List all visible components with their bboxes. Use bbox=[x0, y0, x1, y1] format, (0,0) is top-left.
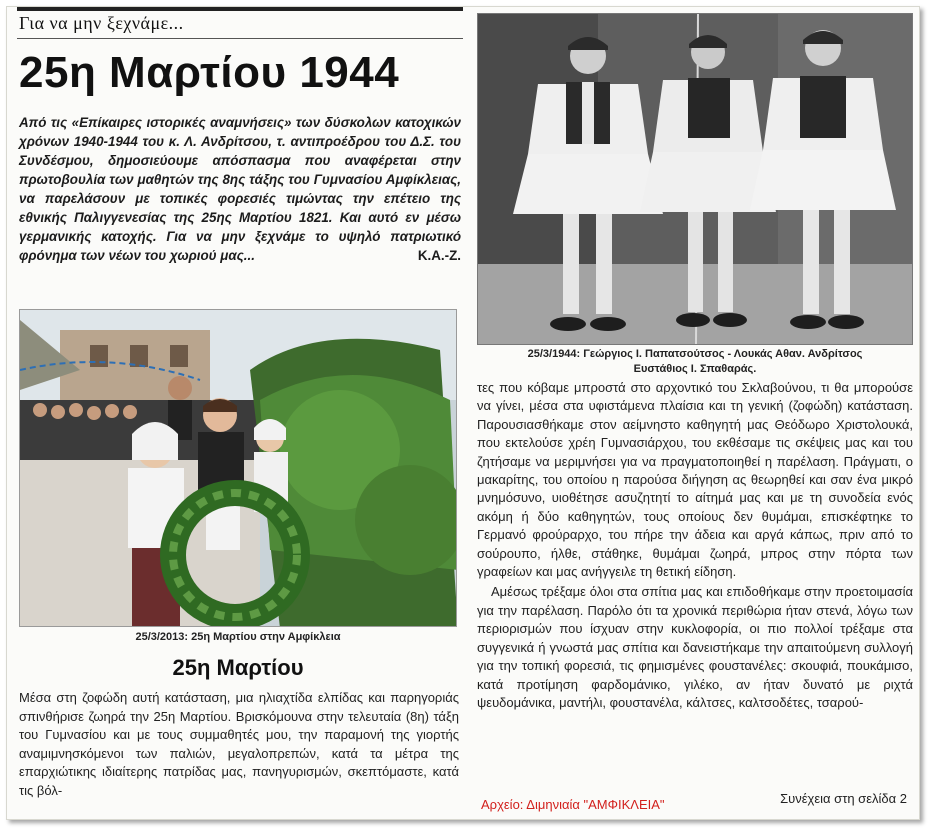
section-rule bbox=[17, 38, 463, 39]
modern-photo-caption: 25/3/2013: 25η Μαρτίου στην Αμφίκλεια bbox=[135, 631, 341, 643]
article-headline: 25η Μαρτίου 1944 bbox=[19, 48, 400, 97]
modern-parade-photo bbox=[19, 309, 457, 627]
article-column-right bbox=[477, 379, 913, 712]
newspaper-page bbox=[6, 6, 920, 820]
article-paragraph: Αμέσως τρέξαμε όλοι στα σπίτια μας και επιδοθήκαμε στην προετοιμασία για την παρέλαση. Παρόλο ότι τα χρονικά περιθώρια ήταν στενά, λόγω των περιορισμών που ίσχυαν στην κυκλοφορία, οι πιο πολλοί τρέξαμε στα συγγενικά ή γνωστά μας σπίτια και δανειστήκαμε την απαιτούμενη συλλογή για την τοπική φορεσιά, τις φημισμένες φουστανέλες: σκουφιά, πουκάμισο, κατά προτίμηση φαρδομάνικο, γιλέκο, αν ήταν δυνατό με ριχτά ψευδομάνικα, μαντήλι, φουστανέλα, κάλτσες, καλτσοδέτες, τσαρού- bbox=[477, 584, 913, 710]
continued-notice: Συνέχεια στη σελίδα 2 bbox=[780, 791, 907, 806]
article-column-left: Μέσα στη ζοφώδη αυτή κατάσταση, μια ηλιαχτίδα ελπίδας και παρηγοριάς σπινθήρισε ζωηρά την 25η Μαρτίου. Βρισκόμουνα στην τελευταία (8η) τάξη του Γυμνασίου και με τους συμμαθητές μου, την παραμονή της γιορτής αναμιμνησκόμενοι των παλιών, μεγαλοπρεπών, κατά τα μέτρα της επαρχιώτικης ιδιαίτερης πατρίδας μας, πανηγυρισμών, σκεπτόμαστε, κατά τις βόλ- bbox=[19, 690, 459, 798]
modern-parade-illustration bbox=[20, 310, 457, 627]
historic-caption-line-1: 25/3/1944: Γεώργιος Ι. Παπατσούτσος - Λουκάς Αθαν. Ανδρίτσος bbox=[527, 348, 863, 360]
top-rule bbox=[17, 7, 463, 11]
article-subheading: 25η Μαρτίου bbox=[172, 655, 304, 680]
archive-credit: Αρχείο: Διμηνιαία "ΑΜΦΙΚΛΕΙΑ" bbox=[481, 797, 665, 812]
historic-evzones-illustration bbox=[478, 14, 913, 345]
section-header: Για να μην ξεχνάμε... bbox=[19, 13, 184, 33]
historic-photo-caption bbox=[477, 347, 913, 377]
lead-text: Από τις «Επίκαιρες ιστορικές αναμνήσεις» των δύσκολων κατοχικών χρόνων 1940-1944 του κ. Λ. Ανδρίτσου, τ. αντιπροέδρου του Δ.Σ. του Συνδέσμου, δημοσιεύουμε απόσπασμα που αναφέρεται στην πρωτοβουλία των μαθητών της 8ης τάξης του Γυμνασίου Αμφίκλειας, να παρελάσουν με τοπικές φορεσιές τιμώντας την επέτειο της εθνικής Παλιγγενεσίας της 25ης Μαρτίου 1821. Και αυτό εν μέσω γερμανικής κατοχής. Για να μην ξεχνάμε το υψηλό πατριωτικό φρόνημα των νέων του χωριού μας... bbox=[19, 115, 461, 263]
article-paragraph: τες που κόβαμε μπροστά στο αρχοντικό του Σκλαβούνου, τι θα μπορούσε να γίνει, μέσα στα υφιστάμενα πλαίσια και τη γενική (ζοφώδη) κατάσταση. Παρουσιασθήκαμε στον αείμνηστο καθηγητή μας Θεόδωρο Χριστολουκά, που εκτελούσε χρέη Γυμνασιάρχου, του εκθέσαμε τις σκέψεις μας και του ζητήσαμε να μεριμνήσει για να πραγματοποιηθεί η παρέλαση. Πράγματι, ο μακαρίτης, του οποίου η παρούσα διήγηση ας θεωρηθεί και σαν ένα μικρό μνημόσυνο, υιοθέτησε ασυζητητί το αίτημά μας και με τη συνοδεία ενός ακόμη ή δύο καθηγητών, τους οποίους δεν θυμάμαι, επισκέφτηκε το Γερμανό φρούραρχο, του πήρε την άδεια και αργά κάπως, πριν από το σούρουπο, ήλθε, στάθηκε, θυμάμαι ζωηρά, μπρος στην πόρτα των γραφείων και μας ανήγγειλε τη θετική είδηση. bbox=[477, 380, 913, 580]
historic-evzones-photo bbox=[477, 13, 913, 345]
lead-signature: Κ.Α.-Ζ. bbox=[417, 248, 461, 263]
historic-caption-line-2: Ευστάθιος Ι. Σπαθαράς. bbox=[633, 363, 757, 375]
lead-paragraph bbox=[19, 113, 461, 265]
